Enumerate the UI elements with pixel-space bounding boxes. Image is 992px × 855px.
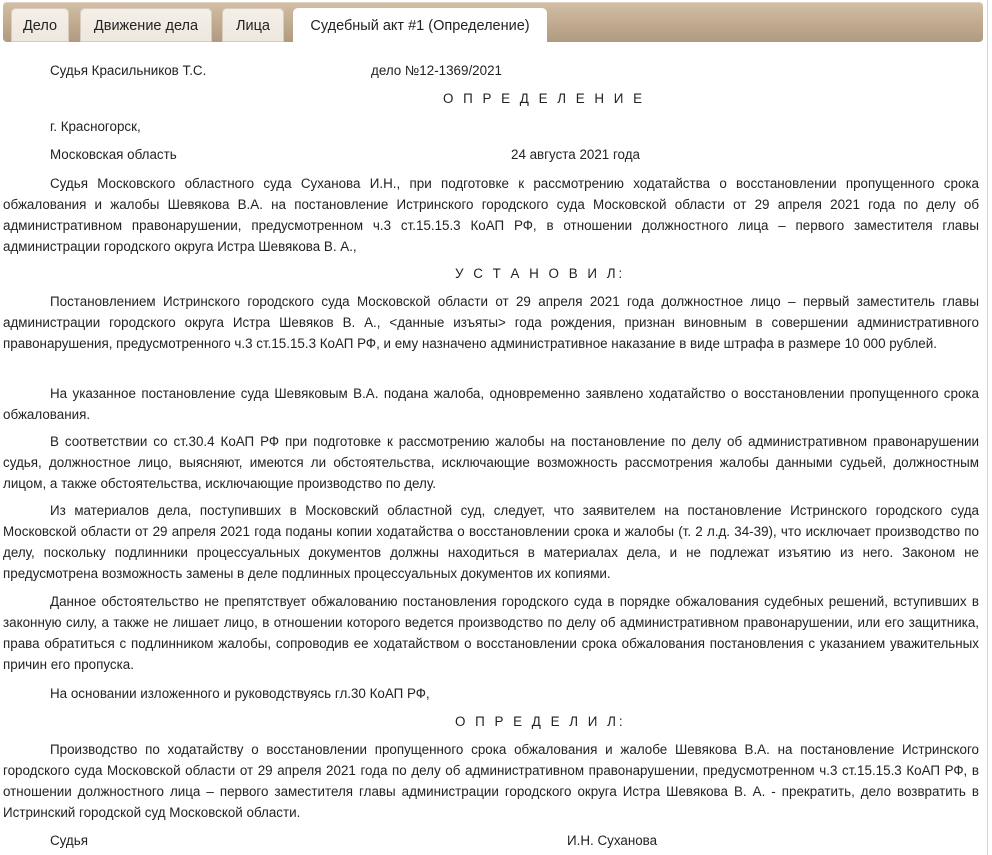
- tab-case-movement[interactable]: Движение дела: [80, 8, 212, 42]
- decided-heading: О П Р Е Д Е Л И Л:: [455, 714, 626, 729]
- resolution-paragraph: Производство по ходатайству о восстановлении пропущенного срока обжалования и жалобе Шевякова В.А. на постановление Истринского городского суда Московской области от 29 апреля 2021 года по делу об административном правонарушении, предусмотренном ч.3 ст.15.15.3 КоАП РФ, в отношении должностного лица – первого заместителя главы администрации городского округа Истра Шевякова В. А. - прекратить, дело возвратить в Истринский городской суд Московской области.: [3, 742, 979, 820]
- case-number: дело №12-1369/2021: [371, 63, 502, 78]
- signature-name: И.Н. Суханова: [567, 833, 658, 848]
- tab-bar: [3, 2, 983, 42]
- intro-paragraph: Судья Московского областного суда Суханова И.Н., при подготовке к рассмотрению ходатайства о восстановлении пропущенного срока обжалования и жалобы Шевякова В.А. на постановление Истринского городского суда Московской области от 29 апреля 2021 года по делу об административном правонарушении, предусмотренном ч.3 ст.15.15.3 КоАП РФ, в отношении должностного лица – первого заместителя главы администрации городского округа Истра Шевякова В. А.,: [3, 176, 979, 254]
- judge-line: Судья Красильников Т.С.: [50, 63, 207, 78]
- signature-label: Судья: [50, 833, 88, 848]
- established-heading: У С Т А Н О В И Л:: [455, 266, 626, 281]
- paragraph: На указанное постановление суда Шевяковым В.А. подана жалоба, одновременно заявлено ходатайство о восстановлении пропущенного срока обжалования.: [3, 386, 979, 422]
- tab-judicial-act[interactable]: Судебный акт #1 (Определение): [293, 8, 547, 44]
- city: г. Красногорск,: [50, 119, 141, 134]
- paragraph: Из материалов дела, поступивших в Московский областной суд, следует, что заявителем на постановление Истринского городского суда Московской области от 29 апреля 2021 года поданы копии ходатайства о восстановлении срока и жалобы (т. 2 л.д. 34-39), что исключает производство по делу, поскольку подлинники процессуальных документов должны находиться в материалах дела, и не подлежат изъятию из него. Законом не предусмотрена возможность замены в деле подлинных процессуальных документов их копиями.: [3, 503, 979, 581]
- tab-persons[interactable]: Лица: [222, 8, 284, 42]
- paragraph: Данное обстоятельство не препятствует обжалованию постановления городского суда в порядке обжалования судебных решений, вступивших в законную силу, а также не лишает лицо, в отношении которого ведется производство по делу об административном правонарушении, или его защитника, права обратиться с подлинником жалобы, сопроводив ее ходатайством о восстановлении срока обжалования постановления с указанием уважительных причин его пропуска.: [3, 594, 979, 672]
- tab-case[interactable]: Дело: [11, 8, 69, 42]
- region: Московская область: [50, 147, 177, 162]
- decision-date: 24 августа 2021 года: [511, 147, 640, 162]
- paragraph: Постановлением Истринского городского суда Московской области от 29 апреля 2021 года должностное лицо – первый заместитель главы администрации городского округа Истра Шевяков В. А., <данные изъяты> года рождения, признан виновным в совершении административного правонарушения, предусмотренного ч.3 ст.15.15.3 КоАП РФ, и ему назначено административное наказание в виде штрафа в размере 10 000 рублей.: [3, 294, 979, 351]
- page-right-border: [987, 0, 988, 855]
- basis-line: На основании изложенного и руководствуясь гл.30 КоАП РФ,: [50, 686, 430, 701]
- document-title: О П Р Е Д Е Л Е Н И Е: [443, 91, 646, 106]
- paragraph: В соответствии со ст.30.4 КоАП РФ при подготовке к рассмотрению жалобы на постановление по делу об административном правонарушении судья, должностное лицо, выясняют, имеются ли обстоятельства, исключающие возможность рассмотрения жалобы данными судьей, должностным лицом, а также обстоятельства, исключающие производство по делу.: [3, 434, 979, 491]
